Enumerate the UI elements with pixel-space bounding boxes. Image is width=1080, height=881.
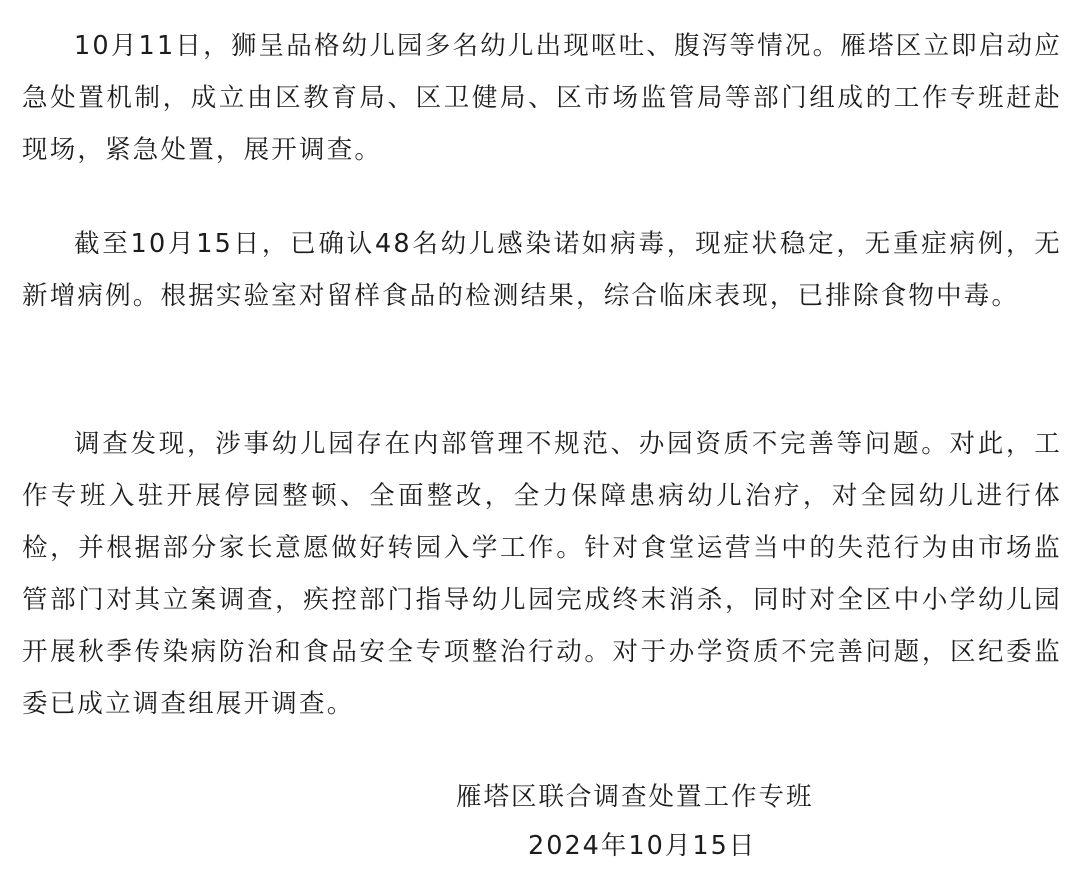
signature-organization: 雁塔区联合调查处置工作专班 [456, 782, 814, 812]
paragraph-diagnosis: 截至10月15日，已确认48名幼儿感染诺如病毒，现症状稳定，无重症病例，无新增病例。根据实验室对留样食品的检测结果，综合临床表现，已排除食物中毒。 [22, 229, 1062, 311]
paragraph-incident: 10月11日，狮呈品格幼儿园多名幼儿出现呕吐、腹泻等情况。雁塔区立即启动应急处置机制，成立由区教育局、区卫健局、区市场监管局等部门组成的工作专班赶赴现场，紧急处置，展开调查。 [22, 31, 1062, 165]
signature-date: 2024年10月15日 [528, 831, 757, 861]
paragraph-investigation: 调查发现，涉事幼儿园存在内部管理不规范、办园资质不完善等问题。对此，工作专班入驻开展停园整顿、全面整改，全力保障患病幼儿治疗，对全园幼儿进行体检，并根据部分家长意愿做好转园入学工作。针对食堂运营当中的失范行为由市场监管部门对其立案调查，疾控部门指导幼儿园完成终末消杀，同时对全区中小学幼儿园开展秋季传染病防治和食品安全专项整治行动。对于办学资质不完善问题，区纪委监委已成立调查组展开调查。 [22, 429, 1062, 719]
